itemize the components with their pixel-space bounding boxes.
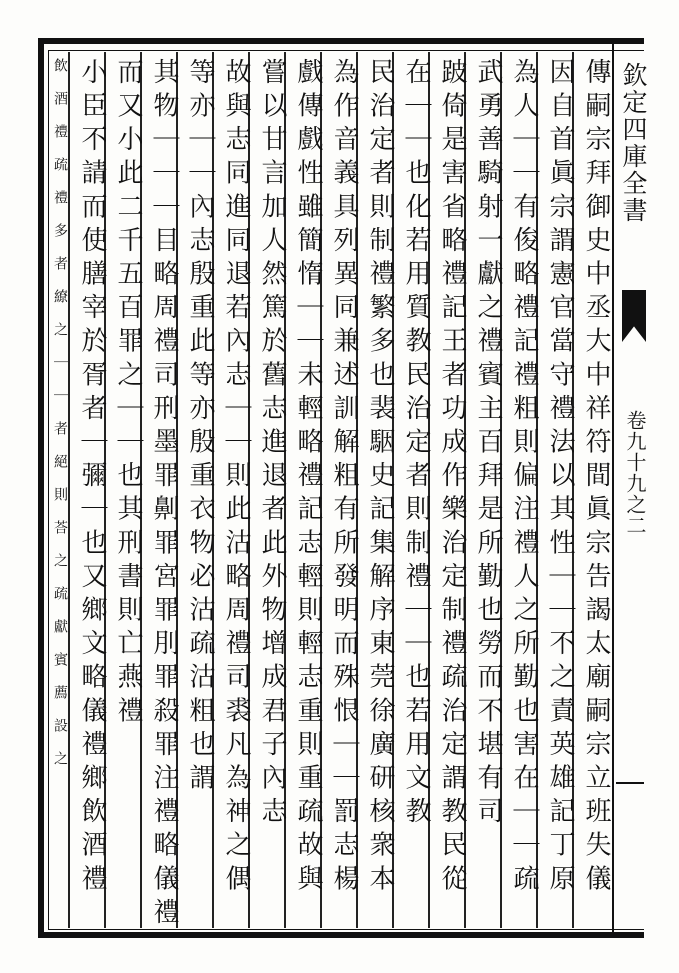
edge-juan-label: 卷九十九之二 [623, 410, 647, 536]
text-column-13: 其物｜｜｜目略周禮司刑墨罪劓罪宮罪刖罪殺罪注禮略儀禮 [149, 58, 179, 932]
text-column-3: 為人｜｜有俊略禮記禮粗則偏注禮人之所勤也害在｜｜疏 [509, 58, 539, 898]
text-column-6: 在｜｜也化若用質教民治定者則制禮｜｜也若用文教 [401, 58, 431, 831]
column-rule [68, 52, 70, 928]
text-column-12: 等亦｜｜內志殷重此等亦殷重衣物必沽疏沽粗也謂 [185, 58, 215, 798]
margin-divider [616, 782, 644, 784]
text-column-2: 因自首眞宗謂憲官當守禮法以其性｜｜不之責英雄記丁原 [545, 58, 575, 898]
text-column-16: 飲酒禮疏禮多者繚之｜｜者絕則荅之疏獻賓薦設之 [52, 58, 68, 784]
text-column-14: 而又小此二千五百罪之｜｜也其刑書則亡燕禮 [113, 58, 143, 730]
text-column-5: 跛倚是害省略禮記王者功成作樂治定制禮疏治定謂教民從 [437, 58, 467, 898]
text-column-1: 傳嗣宗拜御史中丞大中祥符間眞宗告謁太廟嗣宗立班失儀 [581, 58, 611, 898]
text-column-15: 小臣不請而使膳宰於胥者｜彌｜也又鄉文略儀禮鄉飲酒禮 [77, 58, 107, 898]
text-column-11: 故與志同進同退若內志｜｜則此沽略周禮司裘凡為神之偶 [221, 58, 251, 898]
text-column-7: 民治定者則制禮繁多也裴駰史記集解序東莞徐廣研核衆本 [365, 58, 395, 898]
text-column-8: 為作音義具列異同兼述訓解粗有所發明而殊恨｜｜罰志楊 [329, 58, 359, 898]
text-column-4: 武勇善騎射一獻之禮賓主百拜是所勤也勞而不堪有司 [473, 58, 503, 831]
edge-book-title: 欽定四庫全書 [619, 62, 648, 224]
text-column-9: 戲傳戲性雖簡惰｜｜未輕略禮記志輕則輕志重則重疏故與 [293, 58, 323, 898]
text-column-10: 嘗以甘言加人然篤於舊志進退者此外物增成君子內志 [257, 58, 287, 831]
